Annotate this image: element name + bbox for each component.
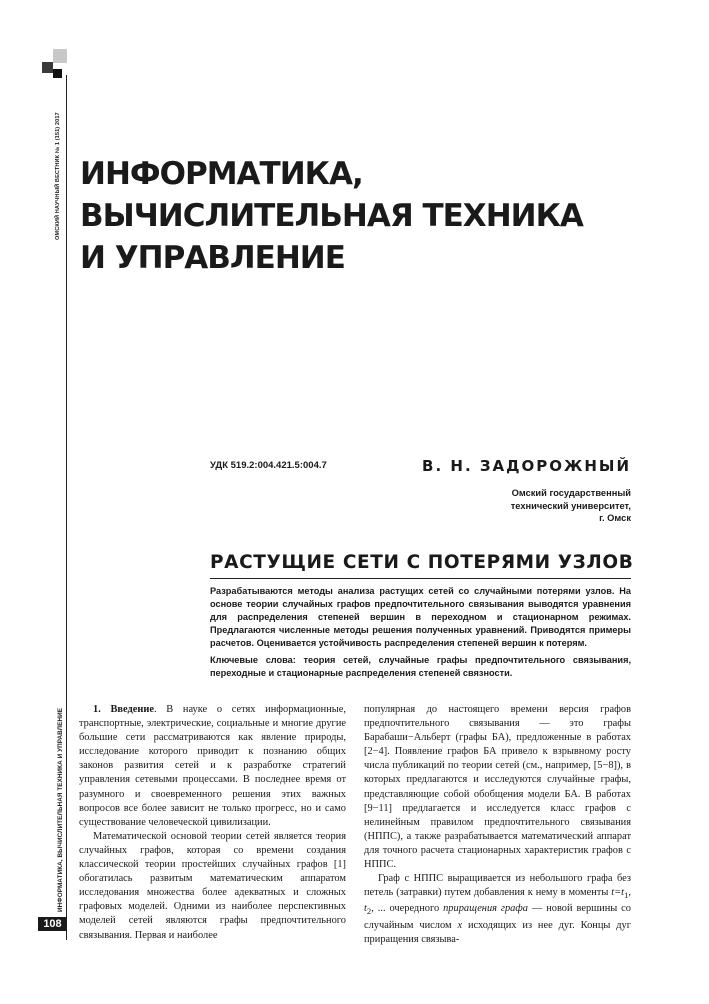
affiliation-line: технический университет, <box>510 500 631 511</box>
decor-square-dark <box>42 62 53 73</box>
margin-rule <box>66 75 67 940</box>
page-number: 108 <box>38 917 67 931</box>
body-paragraph: Граф с НППС выращивается из небольшого графа без петель (затравки) путем добавления к нему в моменты $t=t_1$, $t_2$, ... очередного приращения графа — новой вершины со случайным числом x исходящих из нее дуг. Концы дуг приращения связыва- <box>364 873 631 945</box>
body-paragraph: 1. Введение. В науке о сетях информационные, транспортные, электрические, социальные и многие другие большие сети рассматриваются как явление природы, исследование которого приводит к познанию общих законов развития сетей и к разработке стратегий управления сетевыми процессами. В последнее время от разумного и своевременного решения этих важных вопросов все более зависит не только прогресс, но и само существование человеческой цивилизации. <box>79 704 346 828</box>
affiliation-line: г. Омск <box>599 513 631 523</box>
section-title-line: ИНФОРМАТИКА, <box>80 156 363 192</box>
intro-heading: 1. Введение <box>93 704 154 715</box>
author-name: В. Н. ЗАДОРОЖНЫЙ <box>422 457 631 475</box>
body-column-left <box>79 703 346 943</box>
body-column-right <box>364 703 631 947</box>
decor-square-light <box>53 49 67 63</box>
udk-code: УДК 519.2:004.421.5:004.7 <box>210 460 327 471</box>
article-title: РАСТУЩИЕ СЕТИ С ПОТЕРЯМИ УЗЛОВ <box>210 552 634 573</box>
section-title-line: И УПРАВЛЕНИЕ <box>80 240 345 276</box>
title-rule <box>210 578 631 579</box>
section-title-line: ВЫЧИСЛИТЕЛЬНАЯ ТЕХНИКА <box>80 198 583 234</box>
decor-square-black <box>53 69 62 78</box>
journal-header-vertical: ОМСКИЙ НАУЧНЫЙ ВЕСТНИК № 1 (151) 2017 <box>55 112 61 240</box>
section-name-vertical: ИНФОРМАТИКА, ВЫЧИСЛИТЕЛЬНАЯ ТЕХНИКА И УПРАВЛЕНИЕ <box>57 707 64 912</box>
abstract: Разрабатываются методы анализа растущих сетей со случайными потерями узлов. На основе теории случайных графов предпочтительного связывания выводятся уравнения для распределения степеней вершин в переходном и стационарном режимах. Предлагаются численные методы решения полученных уравнений. Приводятся примеры расчетов. Оценивается устойчивость распределения степеней вершин к потерям. <box>210 586 631 648</box>
keywords: Ключевые слова: теория сетей, случайные графы предпочтительного связывания, переходные и стационарные распределения степеней связности. <box>210 655 631 678</box>
body-paragraph: популярная до настоящего времени версия графов предпочтительного связывания — это графы Барабаши−Альберт (графы БА), предложенные в работах [2−4]. Появление графов БА привело к взрывному росту числа публикаций по теории сетей (см., например, [5−8]), в которых предлагаются и исследуются случайные графы, представляющие собой обобщения модели БА. В работах [9−11] предлагается и исследуется класс графов с нелинейным правилом предпочтительного связывания (НППС), а также разрабатывается математический аппарат для точного расчета стационарных характеристик графов с НППС. <box>364 704 631 871</box>
affiliation-line: Омский государственный <box>511 488 631 498</box>
author-affiliation <box>511 487 631 525</box>
body-paragraph: Математической основой теории сетей является теория случайных графов, которая со времени создания классической теории простейших случайных графов [1] обогатилась развитым математическим аппаратом исследования множества более адекватных и сложных графовых моделей. Одними из наиболее перспективных моделей сетей являются графы предпочтительного связывания. Первая и наиболее <box>79 830 346 941</box>
section-title <box>80 153 583 279</box>
